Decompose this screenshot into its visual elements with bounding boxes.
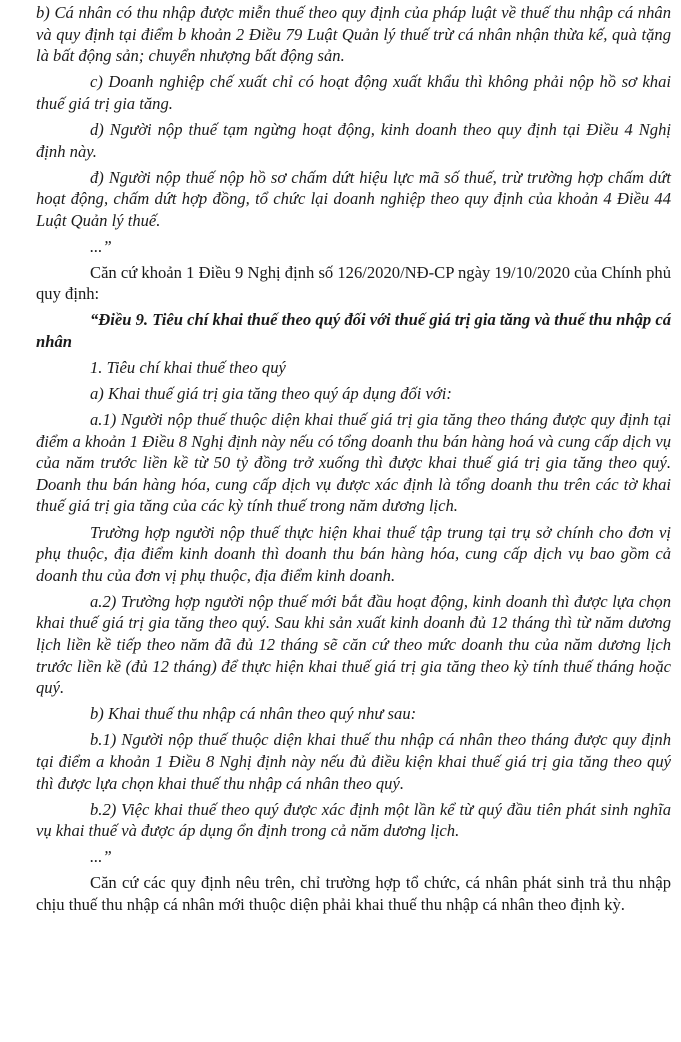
point-a1-centralized: Trường hợp người nộp thuế thực hiện khai thuế tập trung tại trụ sở chính cho đơn vị phụ thuộc, địa điểm kinh doanh thì doanh thu bán hàng hóa, cung cấp dịch vụ bao gồm cả doanh thu của đơn vị phụ thuộc, địa điểm kinh doanh. [36,522,671,585]
ellipsis-quote-end: ...” [90,236,112,256]
paragraph-legal-basis-decree-126: Căn cứ khoản 1 Điều 9 Nghị định số 126/2020/NĐ-CP ngày 19/10/2020 của Chính phủ quy định: [36,262,671,304]
paragraph-c-export-processing: c) Doanh nghiệp chế xuất chỉ có hoạt động xuất khẩu thì không phải nộp hồ sơ khai thuế giá trị gia tăng. [36,72,671,113]
point-a1: a.1) Người nộp thuế thuộc diện khai thuế giá trị gia tăng theo tháng được quy định tại điểm a khoản 1 Điều 8 Nghị định này nếu có tổng doanh thu bán hàng hoá và cung cấp dịch vụ của năm trước liền kề từ 50 tỷ đồng trở xuống thì được khai thuế giá trị gia tăng theo quý. Doanh thu bán hàng hóa, cung cấp dịch vụ được xác định là tổng doanh thu trên các tờ khai thuế giá trị gia tăng của các kỳ tính thuế trong năm dương lịch. [36,410,671,516]
point-b1: b.1) Người nộp thuế thuộc diện khai thuế thu nhập cá nhân theo tháng được quy định tại điểm a khoản 1 Điều 8 Nghị định này nếu đủ điều kiện khai thuế giá trị gia tăng theo quý thì được lựa chọn khai thuế thu nhập cá nhân theo quý. [36,730,671,793]
ellipsis-quote-end-2: ...” [90,847,112,867]
paragraph-d-suspended: d) Người nộp thuế tạm ngừng hoạt động, kinh doanh theo quy định tại Điều 4 Nghị định này. [36,119,671,161]
paragraph-dd-termination: đ) Người nộp thuế nộp hồ sơ chấm dứt hiệu lực mã số thuế, trừ trường hợp chấm dứt hoạt động, chấm dứt hợp đồng, tổ chức lại doanh nghiệp theo quy định của khoản 4 Điều 44 Luật Quản lý thuế. [36,167,671,230]
point-b2: b.2) Việc khai thuế theo quý được xác định một lần kể từ quý đầu tiên phát sinh nghĩa vụ khai thuế và được áp dụng ổn định trong cả năm dương lịch. [36,799,671,841]
paragraph-b-exempt-income: b) Cá nhân có thu nhập được miễn thuế theo quy định của pháp luật về thuế thu nhập cá nhân và quy định tại điểm b khoản 2 Điều 79 Luật Quản lý thuế trừ cá nhân nhận thừa kế, quà tặng là bất động sản; chuyển nhượng bất động sản. [36,3,671,66]
point-b-pit-quarterly: b) Khai thuế thu nhập cá nhân theo quý như sau: [90,704,417,724]
point-a-vat-quarterly: a) Khai thuế giá trị gia tăng theo quý áp dụng đối với: [90,384,452,403]
clause-1-heading: 1. Tiêu chí khai thuế theo quý [90,357,286,377]
point-a2: a.2) Trường hợp người nộp thuế mới bắt đầu hoạt động, kinh doanh thì được lựa chọn khai thuế giá trị gia tăng theo quý. Sau khi sản xuất kinh doanh đủ 12 tháng thì từ năm dương lịch liền kề tiếp theo năm đã đủ 12 tháng sẽ căn cứ theo mức doanh thu của năm dương lịch trước liền kề (đủ 12 tháng) để thực hiện khai thuế giá trị gia tăng theo kỳ tính thuế tháng hoặc quý. [36,591,671,698]
paragraph-conclusion: Căn cứ các quy định nêu trên, chỉ trường hợp tổ chức, cá nhân phát sinh trả thu nhập chịu thuế thu nhập cá nhân mới thuộc diện phải khai thuế thu nhập cá nhân theo định kỳ. [36,872,671,914]
article-9-heading: “Điều 9. Tiêu chí khai thuế theo quý đối với thuế giá trị gia tăng và thuế thu nhập cá nhân [36,310,671,351]
